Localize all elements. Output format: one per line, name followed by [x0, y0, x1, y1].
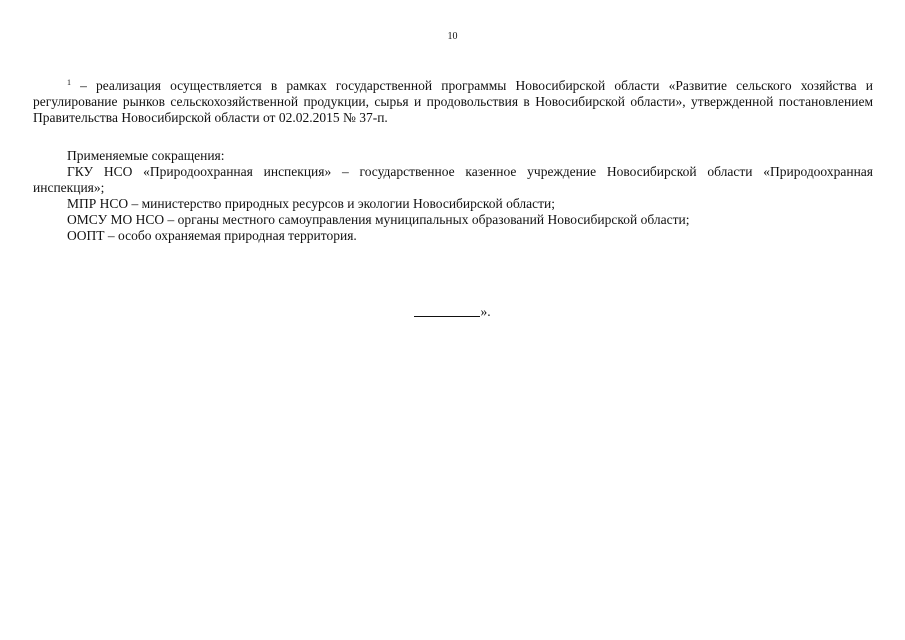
- closing-line: [0, 304, 905, 320]
- abbreviation-item-omsu: ОМСУ МО НСО – органы местного самоуправления муниципальных образований Новосибирской области;: [67, 212, 690, 227]
- footnote-paragraph: [33, 78, 873, 126]
- abbreviation-item-gku: ГКУ НСО «Природоохранная инспекция» – государственное казенное учреждение Новосибирской области «Природоохранная инспекция»;: [33, 164, 873, 195]
- footnote-text: – реализация осуществляется в рамках государственной программы Новосибирской области «Развитие сельского хозяйства и регулирование рынков сельскохозяйственной продукции, сырья и продовольствия в Новосибирской области», утвержденной постановлением Правительства Новосибирской области от 02.02.2015 № 37-п.: [33, 78, 873, 125]
- abbreviation-item-oopt: ООПТ – особо охраняемая природная территория.: [67, 228, 357, 243]
- abbreviations-heading: Применяемые сокращения:: [67, 148, 225, 163]
- closing-quote: ».: [480, 304, 491, 319]
- abbreviations-section: [33, 148, 873, 244]
- footnote: [33, 78, 873, 126]
- signature-blank-line: [414, 304, 480, 317]
- footnote-marker: 1: [67, 78, 71, 87]
- page-number: 10: [447, 31, 458, 42]
- abbreviation-item-mpr: МПР НСО – министерство природных ресурсов и экологии Новосибирской области;: [67, 196, 555, 211]
